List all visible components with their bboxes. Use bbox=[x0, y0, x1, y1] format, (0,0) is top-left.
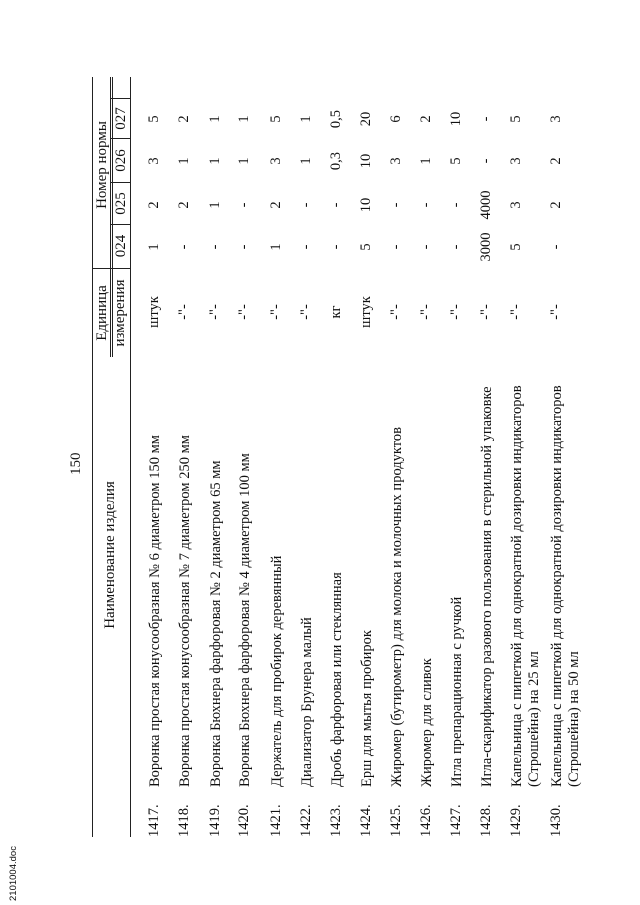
row-item-name: (Строшейна) на 25 мл bbox=[526, 651, 542, 787]
row-norm-value-024: 5 bbox=[358, 243, 374, 251]
row-item-name: Игла препарационная с ручкой bbox=[449, 596, 465, 787]
row-unit: -"- bbox=[548, 304, 564, 320]
row-norm-value-027: 5 bbox=[268, 115, 284, 123]
row-norm-value-026: 3 bbox=[508, 157, 524, 165]
row-norm-value-027: 1 bbox=[207, 115, 223, 123]
row-norm-value-026: - bbox=[478, 158, 494, 164]
row-number: 1429. bbox=[508, 804, 524, 837]
row-norm-value-024: - bbox=[176, 244, 192, 250]
row-norm-value-026: 1 bbox=[298, 157, 314, 165]
row-norm-value-025: 4000 bbox=[478, 190, 494, 220]
row-norm-value-024: - bbox=[418, 244, 434, 250]
page-number: 150 bbox=[68, 452, 84, 475]
row-norm-value-025: 3 bbox=[508, 201, 524, 209]
row-norm-value-027: - bbox=[478, 116, 494, 122]
row-unit: -"- bbox=[268, 304, 284, 320]
row-unit: -"- bbox=[418, 304, 434, 320]
row-norm-value-026: 3 bbox=[268, 157, 284, 165]
row-unit: штук bbox=[358, 296, 374, 328]
row-number: 1423. bbox=[328, 804, 344, 837]
row-norm-value-026: 2 bbox=[548, 157, 564, 165]
row-item-name: Держатель для пробирок деревянный bbox=[269, 555, 285, 787]
row-item-name: Игла-скарификатор разового пользования в стерильной упаковке bbox=[479, 386, 495, 787]
document-filename: 2101004.doc bbox=[8, 846, 19, 901]
row-norm-value-024: - bbox=[298, 244, 314, 250]
row-number: 1419. bbox=[207, 804, 223, 837]
row-norm-value-026: 0,3 bbox=[328, 151, 344, 171]
row-norm-value-024: - bbox=[448, 244, 464, 250]
row-norm-value-026: 1 bbox=[176, 157, 192, 165]
row-item-name: Диализатор Брунера малый bbox=[299, 617, 315, 787]
row-norm-value-026: 1 bbox=[418, 157, 434, 165]
header-norm-026: 026 bbox=[113, 149, 129, 172]
row-unit: -"- bbox=[298, 304, 314, 320]
row-norm-value-027: 1 bbox=[298, 115, 314, 123]
row-norm-value-024: 3000 bbox=[478, 232, 494, 262]
row-item-name: Воронка простая конусообразная № 6 диаметром 150 мм bbox=[147, 435, 163, 787]
row-norm-value-025: 10 bbox=[358, 197, 374, 213]
row-unit: кг bbox=[328, 305, 344, 319]
row-number: 1417. bbox=[146, 804, 162, 837]
row-unit: -"- bbox=[207, 304, 223, 320]
row-norm-value-026: 3 bbox=[146, 157, 162, 165]
row-norm-value-027: 5 bbox=[508, 115, 524, 123]
row-item-name: Капельница с пипеткой для однократной дозировки индикаторов bbox=[549, 385, 565, 787]
header-name: Наименование изделия bbox=[102, 481, 118, 629]
header-norm-025: 025 bbox=[113, 192, 129, 215]
row-norm-value-026: 3 bbox=[388, 157, 404, 165]
row-norm-value-024: - bbox=[236, 244, 252, 250]
row-number: 1422. bbox=[298, 804, 314, 837]
row-norm-value-025: - bbox=[236, 202, 252, 208]
row-number: 1427. bbox=[448, 804, 464, 837]
row-norm-value-024: - bbox=[388, 244, 404, 250]
row-norm-value-024: 5 bbox=[508, 243, 524, 251]
row-item-name: Воронка Бюхнера фарфоровая № 4 диаметром 100 мм bbox=[237, 453, 253, 787]
header-bottom-border bbox=[130, 77, 131, 837]
row-norm-value-025: - bbox=[298, 202, 314, 208]
row-number: 1425. bbox=[388, 804, 404, 837]
row-norm-value-027: 1 bbox=[236, 115, 252, 123]
row-norm-value-025: - bbox=[418, 202, 434, 208]
row-norm-value-027: 20 bbox=[358, 111, 374, 127]
row-norm-value-026: 5 bbox=[448, 157, 464, 165]
row-norm-value-025: 1 bbox=[207, 201, 223, 209]
row-item-name: Ерш для мытья пробирок bbox=[359, 630, 375, 787]
row-item-name: Воронка Бюхнера фарфоровая № 2 диаметром 65 мм bbox=[208, 460, 224, 787]
header-norm-024: 024 bbox=[113, 234, 129, 258]
row-number: 1424. bbox=[358, 804, 374, 837]
row-number: 1420. bbox=[236, 804, 252, 837]
row-norm-value-025: 2 bbox=[146, 201, 162, 209]
header-norm-group: Номер нормы bbox=[94, 121, 110, 209]
row-norm-value-025: - bbox=[328, 202, 344, 208]
row-norm-value-025: 2 bbox=[548, 201, 564, 209]
row-norm-value-025: - bbox=[388, 202, 404, 208]
row-unit: -"- bbox=[236, 304, 252, 320]
row-norm-value-024: - bbox=[207, 244, 223, 250]
row-norm-value-025: 2 bbox=[268, 201, 284, 209]
row-norm-value-026: 10 bbox=[358, 153, 374, 169]
row-item-name: (Строшейна) на 50 мл bbox=[566, 651, 582, 787]
header-norm-027: 027 bbox=[113, 107, 129, 130]
row-unit: -"- bbox=[388, 304, 404, 320]
row-item-name: Жиромер (бутирометр) для молока и молочных продуктов bbox=[389, 427, 405, 787]
row-norm-value-027: 2 bbox=[418, 115, 434, 123]
row-number: 1426. bbox=[418, 804, 434, 837]
row-number: 1418. bbox=[176, 804, 192, 837]
row-number: 1430. bbox=[548, 804, 564, 837]
row-item-name: Дробь фарфоровая или стеклянная bbox=[329, 572, 345, 787]
row-item-name: Капельница с пипеткой для однократной дозировки индикаторов bbox=[509, 385, 525, 787]
row-unit: -"- bbox=[478, 304, 494, 320]
row-norm-value-027: 10 bbox=[448, 111, 464, 127]
row-number: 1421. bbox=[268, 804, 284, 837]
row-norm-value-024: 1 bbox=[268, 243, 284, 251]
row-unit: -"- bbox=[508, 304, 524, 320]
row-unit: -"- bbox=[176, 304, 192, 320]
row-norm-value-026: 1 bbox=[207, 157, 223, 165]
row-norm-value-026: 1 bbox=[236, 157, 252, 165]
header-unit-line2: измерения bbox=[112, 279, 128, 347]
row-item-name: Жиромер для сливок bbox=[419, 658, 435, 787]
row-norm-value-024: - bbox=[328, 244, 344, 250]
row-norm-value-024: 1 bbox=[146, 243, 162, 251]
row-norm-value-027: 2 bbox=[176, 115, 192, 123]
row-norm-value-024: - bbox=[548, 244, 564, 250]
row-norm-value-025: - bbox=[448, 202, 464, 208]
row-norm-value-027: 6 bbox=[388, 115, 404, 123]
header-unit-line1: Единица bbox=[94, 285, 110, 341]
row-number: 1428. bbox=[478, 804, 494, 837]
row-norm-value-025: 2 bbox=[176, 201, 192, 209]
row-unit: -"- bbox=[448, 304, 464, 320]
row-norm-value-027: 0,5 bbox=[328, 109, 344, 129]
header-divider-unit bbox=[92, 268, 130, 269]
row-unit: штук bbox=[146, 296, 162, 328]
row-item-name: Воронка простая конусообразная № 7 диаметром 250 мм bbox=[177, 435, 193, 787]
row-norm-value-027: 5 bbox=[146, 115, 162, 123]
row-norm-value-027: 3 bbox=[548, 115, 564, 123]
